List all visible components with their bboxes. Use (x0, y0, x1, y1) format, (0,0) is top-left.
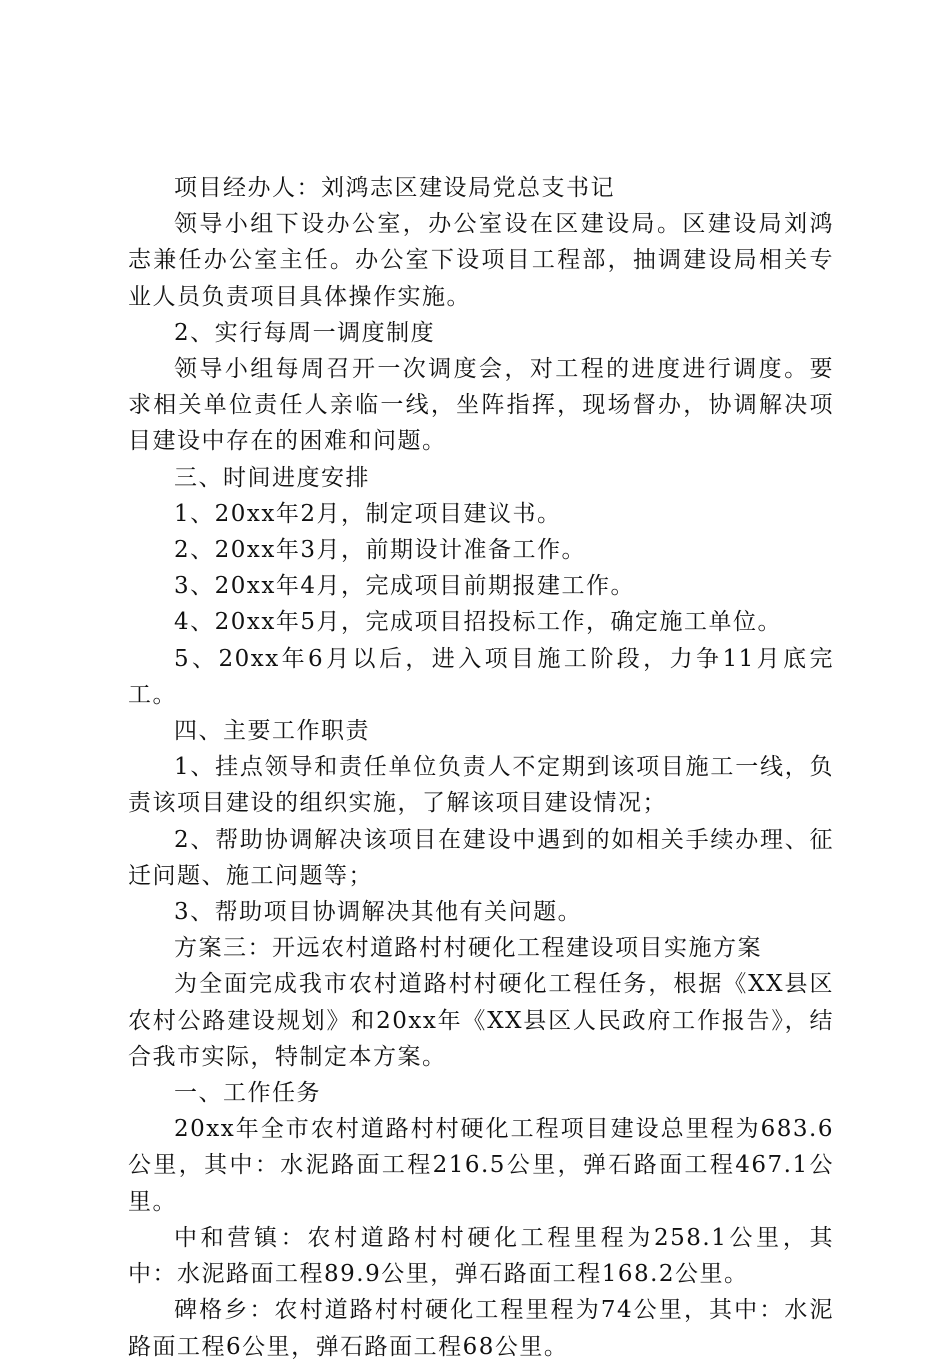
paragraph-project-handler: 项目经办人：刘鸿志区建设局党总支书记 (174, 175, 615, 201)
paragraph-total-mileage: 20xx年全市农村道路村村硬化工程项目建设总里程为683.6公里，其中：水泥路面工程216.5公里，弹石路面工程467.1公里。 (128, 1116, 834, 1215)
document-body (128, 170, 834, 1365)
schedule-item-2: 2、20xx年3月，前期设计准备工作。 (174, 537, 586, 564)
responsibility-item-2: 2、帮助协调解决该项目在建设中遇到的如相关手续办理、征迁问题、施工问题等； (128, 826, 834, 889)
heading-weekly-dispatch: 2、实行每周一调度制度 (174, 319, 436, 346)
schedule-item-3: 3、20xx年4月，完成项目前期报建工作。 (174, 573, 635, 600)
heading-work-tasks: 一、工作任务 (174, 1080, 321, 1107)
paragraph-plan-intro: 为全面完成我市农村道路村村硬化工程任务，根据《XX县区农村公路建设规划》和20xx年《XX县区人民政府工作报告》，结合我市实际，特制定本方案。 (128, 971, 834, 1070)
schedule-item-1: 1、20xx年2月，制定项目建议书。 (174, 500, 562, 527)
paragraph-office-setup: 领导小组下设办公室，办公室设在区建设局。区建设局刘鸿志兼任办公室主任。办公室下设项目工程部，抽调建设局相关专业人员负责项目具体操作实施。 (128, 211, 834, 310)
heading-schedule: 三、时间进度安排 (174, 464, 370, 491)
paragraph-beige: 碑格乡：农村道路村村硬化工程里程为74公里，其中：水泥路面工程6公里，弹石路面工程68公里。 (128, 1297, 834, 1360)
schedule-item-5: 5、20xx年6月以后，进入项目施工阶段，力争11月底完工。 (128, 645, 834, 708)
heading-responsibilities: 四、主要工作职责 (174, 718, 370, 745)
schedule-item-4: 4、20xx年5月，完成项目招投标工作，确定施工单位。 (174, 609, 782, 636)
responsibility-item-1: 1、挂点领导和责任单位负责人不定期到该项目施工一线，负责该项目建设的组织实施，了解该项目建设情况； (128, 754, 834, 817)
paragraph-weekly-meeting: 领导小组每周召开一次调度会，对工程的进度进行调度。要求相关单位责任人亲临一线，坐阵指挥，现场督办，协调解决项目建设中存在的困难和问题。 (128, 356, 834, 455)
responsibility-item-3: 3、帮助项目协调解决其他有关问题。 (174, 899, 583, 926)
paragraph-zhongheying: 中和营镇：农村道路村村硬化工程里程为258.1公里，其中：水泥路面工程89.9公里，弹石路面工程168.2公里。 (128, 1224, 834, 1288)
heading-plan-three: 方案三：开远农村道路村村硬化工程建设项目实施方案 (174, 935, 762, 962)
